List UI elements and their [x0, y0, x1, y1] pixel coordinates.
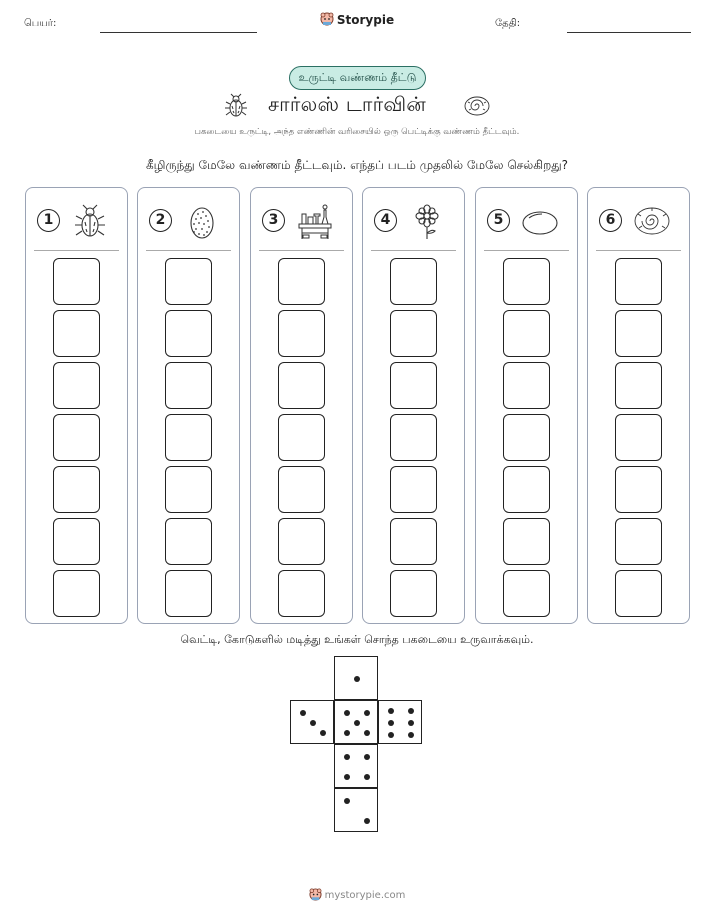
dice-net: [290, 656, 424, 834]
color-box[interactable]: [165, 518, 212, 565]
footer-site: mystorypie.com: [324, 890, 406, 901]
color-box[interactable]: [615, 466, 662, 513]
dice-face-4: [334, 744, 378, 788]
color-box[interactable]: [53, 414, 100, 461]
dice-pip: [364, 730, 370, 736]
color-box[interactable]: [503, 310, 550, 357]
column-number: 1: [37, 209, 60, 232]
page-title: சார்லஸ் டார்வின்: [268, 92, 427, 116]
fossil-icon: [632, 202, 672, 240]
column-divider: [146, 250, 231, 251]
color-box[interactable]: [390, 414, 437, 461]
color-box[interactable]: [53, 570, 100, 617]
column-5: [475, 187, 578, 624]
dice-pip: [388, 708, 394, 714]
color-box[interactable]: [165, 466, 212, 513]
column-6: [587, 187, 690, 624]
color-box[interactable]: [503, 518, 550, 565]
column-number: 6: [599, 209, 622, 232]
color-box[interactable]: [390, 258, 437, 305]
lab-table-icon: [295, 202, 335, 240]
column-divider: [259, 250, 344, 251]
column-divider: [34, 250, 119, 251]
dice-pip: [364, 754, 370, 760]
footer: [0, 888, 714, 901]
instructions: பகடையை உருட்டி, அந்த எண்ணின் வரிசையில் ஒரு பெட்டிக்கு வண்ணம் தீட்டவும்.: [194, 127, 520, 137]
color-box[interactable]: [503, 414, 550, 461]
brand-name: Storypie: [336, 13, 395, 27]
column-number: 2: [149, 209, 172, 232]
beetle-icon: [224, 93, 248, 119]
date-label: தேதி:: [495, 18, 521, 29]
dice-face-1: [334, 656, 378, 700]
color-box[interactable]: [278, 414, 325, 461]
color-box[interactable]: [53, 258, 100, 305]
color-box[interactable]: [53, 466, 100, 513]
name-label: பெயர்:: [24, 18, 57, 29]
color-box[interactable]: [278, 570, 325, 617]
color-box[interactable]: [165, 310, 212, 357]
storypie-mascot-icon: [309, 888, 322, 901]
dice-pip: [300, 710, 306, 716]
color-box[interactable]: [503, 362, 550, 409]
dice-face-3: [290, 700, 334, 744]
title-row: [0, 90, 714, 124]
column-3: [250, 187, 353, 624]
column-divider: [484, 250, 569, 251]
dice-pip: [388, 720, 394, 726]
column-4: [362, 187, 465, 624]
beetle-icon: [70, 202, 110, 240]
dice-pip: [364, 818, 370, 824]
color-box[interactable]: [503, 258, 550, 305]
color-box[interactable]: [278, 310, 325, 357]
pebble-icon: [520, 202, 560, 240]
dice-pip: [310, 720, 316, 726]
fossil-icon: [463, 94, 491, 118]
color-box[interactable]: [278, 518, 325, 565]
dice-pip: [344, 798, 350, 804]
column-number: 4: [374, 209, 397, 232]
color-box[interactable]: [278, 258, 325, 305]
dice-pip: [344, 730, 350, 736]
color-box[interactable]: [165, 258, 212, 305]
color-box[interactable]: [53, 362, 100, 409]
dice-pip: [408, 708, 414, 714]
dice-pip: [344, 710, 350, 716]
color-box[interactable]: [390, 466, 437, 513]
color-box[interactable]: [390, 310, 437, 357]
column-divider: [596, 250, 681, 251]
dice-face-5: [334, 700, 378, 744]
dice-pip: [364, 774, 370, 780]
dice-pip: [354, 720, 360, 726]
dice-pip: [408, 732, 414, 738]
column-2: [137, 187, 240, 624]
color-box[interactable]: [53, 310, 100, 357]
brand-logo: [0, 12, 714, 27]
dice-pip: [354, 676, 360, 682]
color-box[interactable]: [278, 466, 325, 513]
worksheet-tag: உருட்டி வண்ணம் தீட்டு: [289, 66, 426, 90]
date-line: [567, 32, 691, 33]
color-box[interactable]: [165, 570, 212, 617]
egg-icon: [182, 202, 222, 240]
color-box[interactable]: [503, 466, 550, 513]
color-box[interactable]: [165, 362, 212, 409]
question: கீழிருந்து மேலே வண்ணம் தீட்டவும். எந்தப் படம் முதலில் மேலே செல்கிறது?: [145, 158, 569, 172]
color-box[interactable]: [615, 570, 662, 617]
color-box[interactable]: [615, 310, 662, 357]
color-box[interactable]: [615, 258, 662, 305]
column-number: 3: [262, 209, 285, 232]
color-box[interactable]: [615, 414, 662, 461]
color-box[interactable]: [615, 362, 662, 409]
dice-pip: [408, 720, 414, 726]
dice-pip: [320, 730, 326, 736]
dice-face-2: [334, 788, 378, 832]
color-box[interactable]: [615, 518, 662, 565]
column-1: [25, 187, 128, 624]
flower-icon: [407, 202, 447, 240]
dice-pip: [388, 732, 394, 738]
name-line: [100, 32, 257, 33]
column-number: 5: [487, 209, 510, 232]
color-box[interactable]: [390, 518, 437, 565]
color-box[interactable]: [390, 362, 437, 409]
dice-pip: [344, 754, 350, 760]
cut-instructions: வெட்டி, கோடுகளில் மடித்து உங்கள் சொந்த பகடையை உருவாக்கவும்.: [180, 633, 534, 646]
color-box[interactable]: [390, 570, 437, 617]
color-box[interactable]: [503, 570, 550, 617]
dice-pip: [344, 774, 350, 780]
dice-pip: [364, 710, 370, 716]
color-box[interactable]: [278, 362, 325, 409]
dice-face-6: [378, 700, 422, 744]
color-box[interactable]: [165, 414, 212, 461]
color-box[interactable]: [53, 518, 100, 565]
column-divider: [371, 250, 456, 251]
storypie-mascot-icon: [320, 12, 334, 26]
